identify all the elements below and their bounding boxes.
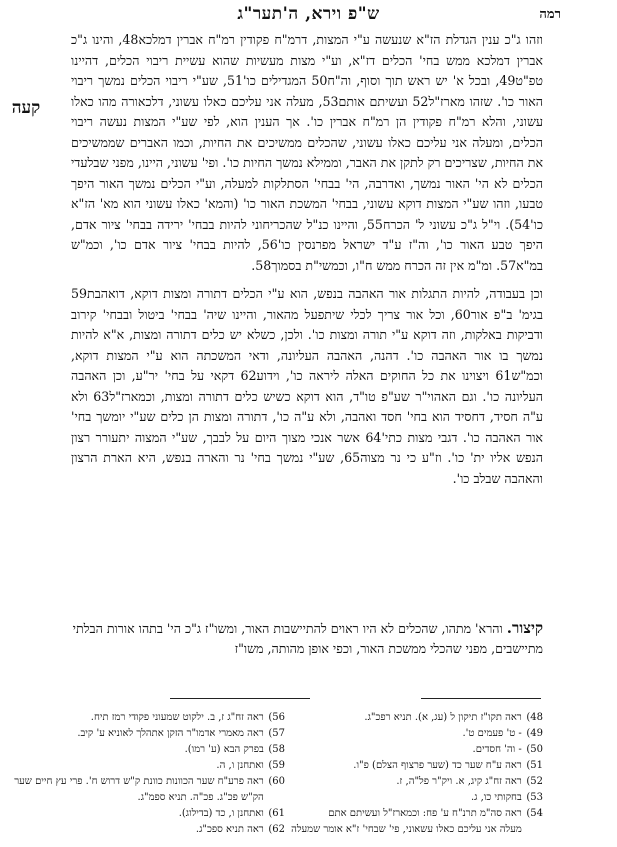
side-section-number: קעה [11,98,41,118]
footnote: 48) ראה תקו"ז תיקון ל (עג, א). תניא רפכ"ג. [364,712,543,723]
footnote: 52) ראה זח"ג קיג, א. ויק"ר פל"ה, ז. [396,776,543,787]
footnote: 60) ראה פרע"ח שער הכוונות כוונת ק"ש דרוש ח'. פרי עץ חיים שער [14,776,285,787]
page-label: רמה [539,7,561,22]
footnote: מעלה אני עליכם כאלו עשאוני, פי' שבחי' ז"א אומר שמעלה [291,824,522,835]
footnote: 57) ראה מאמרי אדמו"ר הזקן אתהלך לאוניא ע' קיב. [77,728,285,739]
footnote: 62) ראה תניא ספכ"ג. [195,824,285,835]
footnote: 61) ואתחנן ו, כד (בדילוג). [178,808,285,819]
footnote: 49) - ט' פעמים ט'. [462,728,543,739]
footnote: 54) ראה סה"מ תרנ"ח ע' פח: וכמארז"ל ועשיתם אתם [328,808,543,819]
paragraph-2: וכן בעבודה, להיות התגלות אור האהבה בנפש, הוא ע"י הכלים דתורה ומצות דוקא, דואהבת59 בגימ' ב"פ אור60, וכל אור צריך לכלי שיתפעל מהאור, והיינו שיה' בבחי' ביטול ובבחי' קירוב ודביקות באלקות, וזה דוקא ע"י תורה ומצות כו'. ולכן, כשלא יש כלים דתורה ומצות, א"א להיות נמשך בו אור האהבה כו'. דהנה, האהבה העליונה, ודאי המשכתה הוא ע"י המצות דוקא, וכמ"ש61 ויצוינו את כל החוקים האלה ליראה כו', וידוע62 דקאי על בחי' יר"ע, וכן האהבה העליונה כו'. וגם האהוי"ר שע"פ טו"ד, הוא דוקא כשיש כלים דתורה ומצות, וכמארז"ל63 ולא ע"ה חסיד, דחסיד הוא בחי' חסד ואהבה, ולא ע"ה כו', דתורה ומצות הן כלים שע"י יומשך בחי' אור האהבה כו'. דגבי מצות כתי'64 אשר אנכי מצוך היום על לבבך, שע"י המצוה יתעורר רצון הנפש אליו ית' כו'. וז"ע כי נר מצוה65, שע"י נמשך בחי' נר והארה בנפש, היא הארת הרצון והאהבה שבלב כו'. [71,286,544,486]
summary-kicker: קיצור. [506,619,543,637]
footnote: 53) בחקותי כו, ג. [470,792,543,803]
summary-text: והרא' מתהו, שהכלים לא היו ראוים להתיישבות האור, ומשו"ז ג"כ הי' בתהו אורות הבלתי מתיישבים, מפני שהכלי ממשכת האור, וכפי אופן מהותה, משו"ז [72,621,543,656]
running-header-title: ש"פ וירא, ה'תער"ג [237,4,380,24]
footnote: 51) ראה ע"ח שער כד (שער פרצוף הצלם) פ"ו. [353,760,543,771]
footnote: 58) בפרק הבא (ע' רמו). [184,744,285,755]
footnote: 50) - וה' חסדים. [472,744,543,755]
footnote: 59) ואתחנן ו, ה. [216,760,285,771]
footnote-divider-right [421,698,541,699]
footnotes-left-column [14,710,285,838]
footnotes-right-column [291,710,543,838]
footnote: 56) ראה זח"ג ז, ב. ילקוט שמעוני פקודי רמז תיח. [90,712,285,723]
paragraph-1: וזהו ג"כ ענין הגדלת הז"א שנעשה ע"י המצות, דרמ"ח פקודין רמ"ח אברין דמלכא48, והינו ג"כ אברין דמלכא ממש בחי' הכלים דז"א, וע"י מצות מעשיות שהוא עשיית ריבוי הכלים, דהיינו טפ"ט49, ובכל א' יש ראש תוך וסוף, וה"ח50 המגדילים כו'51, שע"י ריבוי הכלים נמשך ריבוי האור כו'. שזהו מארז"ל52 ועשיתם אותם53, מעלה אני עליכם כאלו עשוני, דלכאורה מהו כאלו עשוני, והלא רמ"ח פקודין הן רמ"ח אברין כו'. אך הענין הוא, לפי שע"י המצות נעשה ריבוי הכלים, ומעלה אני עליכם כאלו עשוני, שהכלים ממשיכים את החיות, וכמו האברים שממשיכים את החיות, שצריכים רק לתקן את האבר, וממילא נמשך החיות כו'. ופי' עשוני, היינו, מפני שבלעדי הכלים לא הי' האור נמשך, ואדרבה, הי' בבחי' הסתלקות למעלה, וע"י הכלים נמשך האור היפך טבעו, וזהו שע"י המצות דוקא עשוני, בבחי' המשכת האור כו' (והמא' כאלו עשוני הוא מא' הז"א כו'54). וי"ל ג"כ עשוני ל' הכרח55, והיינו כנ"ל שהכריחוני להיות בבחי' ירידה בבחי' ציור אדם, היפך טבע האור כו', וה"ז ע"ד ישראל מפרנסין כו'56, להיות בבחי' ציור אדם כו', וכמ"ש במ"א57. ומ"מ אין זה הכרח ממש ח"ו, וכמשי"ת בסמוך58. [71,32,543,273]
footnote-divider-left [170,698,310,699]
footnotes [14,710,543,838]
main-text [71,30,543,497]
footnote: הק"ש פכ"ג. פכ"ה. תניא ספמ"ג. [137,792,264,803]
summary-paragraph [71,618,543,659]
